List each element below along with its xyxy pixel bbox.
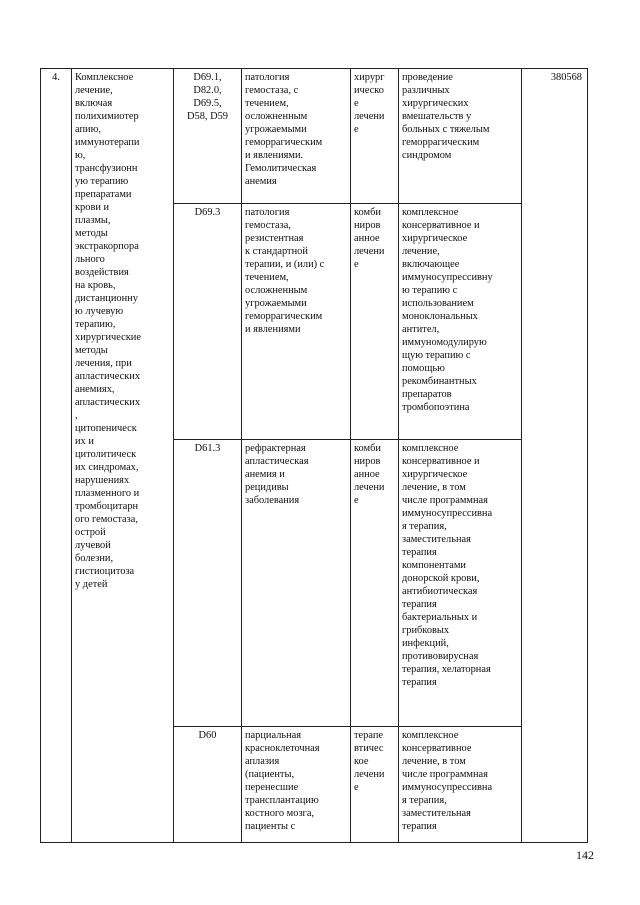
patient-model-cell: рефрактерная апластическая анемия и рецидивы заболевания [242, 440, 351, 727]
patient-model-cell: патология гемостаза, резистентная к стандартной терапии, и (или) с течением, осложненным угрожаемыми геморрагическим и явлениями [242, 204, 351, 440]
treatment-type-cell: хирург ическо е лечени е [351, 69, 399, 204]
patient-model-cell: патология гемостаза, с течением, осложненным угрожаемыми геморрагическим и явлениями. Гемолитическая анемия [242, 69, 351, 204]
icd-code-cell: D69.1, D82.0, D69.5, D58, D59 [174, 69, 242, 204]
treatment-type-cell: терапе втичес кое лечени е [351, 727, 399, 843]
treatment-type-cell: комби ниров анное лечени е [351, 440, 399, 727]
treatment-method-cell: проведение различных хирургических вмешательств у больных с тяжелым геморрагическим синдромом [399, 69, 522, 204]
patient-model-cell: парциальная красноклеточная аплазия (пациенты, перенесшие трансплантацию костного мозга, пациенты с [242, 727, 351, 843]
treatment-method-cell: комплексное консервативное и хирургическое лечение, в том числе программная иммуносупрессивна я терапия, заместительная терапия компонентами донорской крови, антибиотическая терапия бактериальных и грибковых инфекций, противовирусная терапия, хелаторная терапия [399, 440, 522, 727]
treatment-type-cell: комби ниров анное лечени е [351, 204, 399, 440]
row-number: 4. [41, 69, 72, 843]
care-type-name: Комплексное лечение, включая полихимиотер апию, иммунотерапи ю, трансфузионн ую терапию препаратами крови и плазмы, методы экстракорпора льного воздействия на кровь, дистанционну ю лучевую терапию, хирургические методы лечения, при апластических анемиях, апластических , цитопеническ их и цитолитическ их синдромах, нарушениях плазменного и тромбоцитарн ого гемостаза, острой лучевой болезни, гистиоцитоза у детей [72, 69, 174, 843]
page-number: 142 [576, 848, 594, 862]
icd-code-cell: D60 [174, 727, 242, 843]
medical-care-table [40, 68, 588, 843]
icd-code-cell: D61.3 [174, 440, 242, 727]
treatment-method-cell: комплексное консервативное лечение, в том числе программная иммуносупрессивна я терапия, заместительная терапия [399, 727, 522, 843]
table-row [41, 69, 588, 204]
treatment-method-cell: комплексное консервативное и хирургическое лечение, включающее иммуносупрессивну ю терапию с использованием моноклональных антител, иммуномодулирую щую терапию с помощью рекомбинантных препаратов тромбопоэтина [399, 204, 522, 440]
cost-value: 380568 [522, 69, 588, 843]
icd-code-cell: D69.3 [174, 204, 242, 440]
